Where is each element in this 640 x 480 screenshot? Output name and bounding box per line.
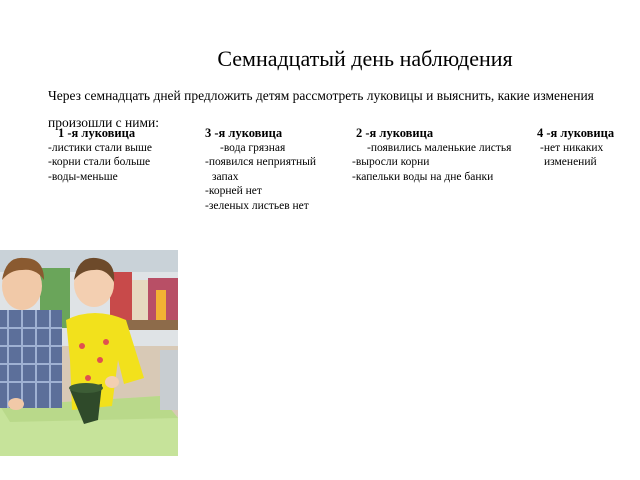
- intro-paragraph: Через семнадцать дней предложить детям рассмотреть луковицы и выяснить, какие изменения произошли с ними:: [48, 88, 594, 130]
- list-item: -нет никаких: [540, 141, 604, 154]
- column-heading: 1 -я луковица: [58, 126, 136, 140]
- list-item: запах: [212, 170, 239, 183]
- column-bulb-1: [48, 126, 152, 184]
- list-item: -корней нет: [205, 185, 262, 197]
- column-bulb-3: [205, 126, 316, 213]
- list-item: изменений: [544, 156, 597, 168]
- list-item: -капельки воды на дне банки: [352, 170, 494, 183]
- column-bulb-4: [537, 126, 614, 170]
- list-item: -появился неприятный: [205, 156, 317, 168]
- children-photo: [0, 250, 178, 456]
- page-title: Семнадцатый день наблюдения: [217, 46, 513, 71]
- list-item: -появились маленькие листья: [367, 141, 512, 154]
- list-item: -корни стали больше: [48, 156, 151, 168]
- column-heading: 4 -я луковица: [537, 126, 615, 140]
- list-item: -воды-меньше: [48, 170, 118, 183]
- list-item: -листики стали выше: [48, 141, 152, 154]
- list-item: -вода грязная: [220, 141, 286, 154]
- column-heading: 3 -я луковица: [205, 126, 283, 140]
- list-item: -зеленых листьев нет: [205, 199, 309, 212]
- column-bulb-2: [352, 126, 511, 184]
- column-heading: 2 -я луковица: [356, 126, 434, 140]
- list-item: -выросли корни: [352, 156, 430, 168]
